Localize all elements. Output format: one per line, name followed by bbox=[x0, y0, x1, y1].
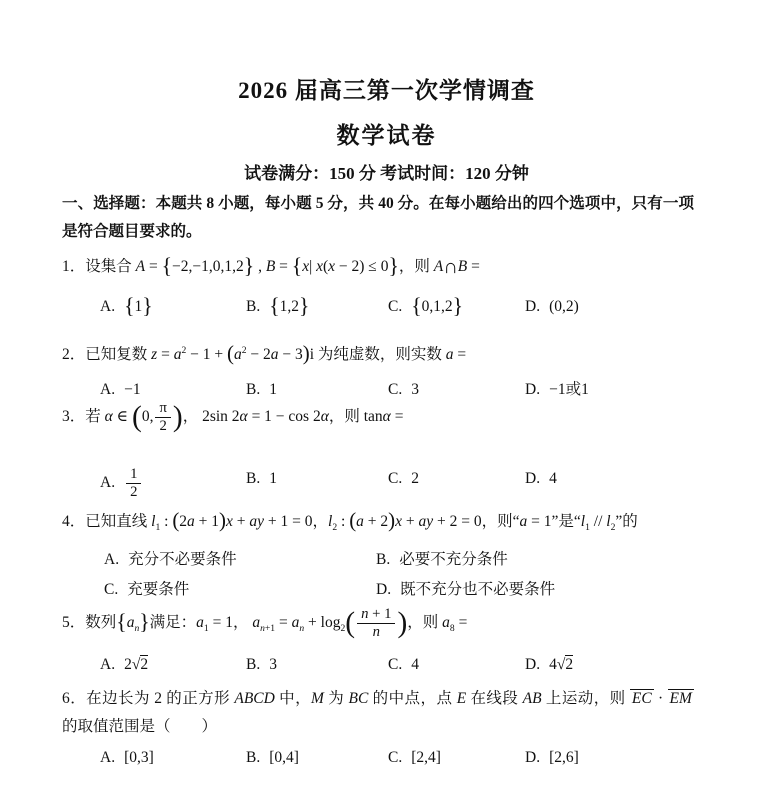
option-text: 3 bbox=[269, 656, 277, 673]
question-4-option-d bbox=[376, 577, 555, 603]
page-subtitle: 数学试卷 bbox=[336, 123, 437, 148]
option-text: [0,3] bbox=[124, 749, 154, 766]
question-3-option-c bbox=[388, 466, 419, 492]
question-4-option-c bbox=[104, 577, 189, 603]
section-instructions: 一、选择题：本题共 8 小题，每小题 5 分，共 40 分。在每小题给出的四个选项中，只有一项是符合题目要求的。 bbox=[62, 195, 694, 240]
question-1-option-a bbox=[100, 294, 153, 320]
question-6-option-d bbox=[525, 745, 579, 771]
option-label: C. bbox=[388, 381, 403, 398]
option-label: C. bbox=[388, 470, 403, 487]
option-label: B. bbox=[246, 381, 261, 398]
option-text: 充分不必要条件 bbox=[128, 551, 237, 568]
option-text: (0,2) bbox=[549, 298, 579, 315]
option-label: A. bbox=[100, 298, 116, 315]
question-2-stem: 2．已知复数 $z = a^2 - 1 + (a^2 - 2a - 3)i$ 为纯虚数，则实数 a = bbox=[62, 341, 467, 366]
question-5-option-c bbox=[388, 652, 419, 678]
question-1-option-b bbox=[246, 294, 309, 320]
question-5-stem: 5．数列$\{a_n\}$满足：$a_1 = 1$， $a_{n+1} = a_n + \log_2$( $\frac{n + 1}{n}$ )，则 $a_8$ = bbox=[62, 606, 468, 640]
question-4-option-b bbox=[376, 547, 508, 573]
option-text: 必要不充分条件 bbox=[399, 551, 508, 568]
option-label: A. bbox=[100, 656, 116, 673]
option-text: 充要条件 bbox=[127, 581, 190, 598]
option-label: D. bbox=[525, 470, 541, 487]
option-label: C. bbox=[388, 749, 403, 766]
option-label: A. bbox=[100, 749, 116, 766]
option-label: B. bbox=[246, 749, 261, 766]
option-label: A. bbox=[104, 551, 120, 568]
question-1-option-c bbox=[388, 294, 463, 320]
option-label: A. bbox=[100, 381, 116, 398]
exam-info-line: 试卷满分：150 分 考试时间：120 分钟 bbox=[244, 164, 529, 183]
option-label: C. bbox=[388, 298, 403, 315]
question-3-option-b bbox=[246, 466, 277, 492]
option-text: [0,4] bbox=[269, 749, 299, 766]
question-1-option-d bbox=[525, 294, 579, 320]
question-1-stem: 1．设集合 A = {−2,−1,0,1,2} , B = {x| x(x − 2) ≤ 0}，则 A∩B = bbox=[62, 254, 480, 278]
question-6-option-c bbox=[388, 745, 441, 771]
question-3-option-d bbox=[525, 466, 557, 492]
option-text: −1或1 bbox=[549, 381, 589, 398]
question-4-stem: 4．已知直线 $l_1$ : (2a + 1)x + ay + 1 = 0，$l_2$ : (a + 2)x + ay + 2 = 0，则“a = 1”是“$l_1 // l_2$”的 bbox=[62, 508, 638, 534]
option-label: B. bbox=[246, 470, 261, 487]
option-label: B. bbox=[376, 551, 391, 568]
question-6-stem: 6．在边长为 2 的正方形 ABCD 中，M 为 BC 的中点，点 E 在线段 AB 上运动，则 EC · EM 的取值范围是（ ） bbox=[62, 690, 692, 735]
option-label: D. bbox=[525, 656, 541, 673]
option-label: D. bbox=[525, 381, 541, 398]
option-label: C. bbox=[388, 656, 403, 673]
option-text: 3 bbox=[411, 381, 419, 398]
option-text: 1 bbox=[269, 381, 277, 398]
option-text: [2,6] bbox=[549, 749, 579, 766]
question-3-stem: 3．若 α ∈ (0, $\frac{\pi}{2}$ )， 2sin 2α = 1 − cos 2α，则 tanα = bbox=[62, 400, 404, 434]
option-text: 1 bbox=[269, 470, 277, 487]
option-label: B. bbox=[246, 298, 261, 315]
option-text: 2 bbox=[411, 470, 419, 487]
option-text: $\frac{1}{2}$ bbox=[124, 474, 143, 491]
option-text: {1,2} bbox=[269, 294, 310, 318]
option-text: 4 bbox=[411, 656, 419, 673]
option-text: [2,4] bbox=[411, 749, 441, 766]
option-text: {1} bbox=[124, 294, 153, 318]
question-5-option-a bbox=[100, 652, 148, 678]
option-label: D. bbox=[525, 749, 541, 766]
option-text: −1 bbox=[124, 381, 141, 398]
question-6-option-b bbox=[246, 745, 299, 771]
option-text: 2√2 bbox=[124, 656, 149, 673]
question-5-option-b bbox=[246, 652, 277, 678]
option-label: B. bbox=[246, 656, 261, 673]
question-4-option-a bbox=[104, 547, 237, 573]
option-text: 既不充分也不必要条件 bbox=[400, 581, 556, 598]
option-label: C. bbox=[104, 581, 119, 598]
option-label: D. bbox=[376, 581, 392, 598]
page-title: 2026 届高三第一次学情调查 bbox=[238, 78, 535, 103]
question-6-option-a bbox=[100, 745, 154, 771]
option-text: {0,1,2} bbox=[411, 294, 464, 318]
option-label: A. bbox=[100, 473, 116, 491]
question-5-option-d bbox=[525, 652, 573, 678]
question-3-option-a bbox=[100, 466, 143, 501]
option-text: 4 bbox=[549, 470, 557, 487]
option-label: D. bbox=[525, 298, 541, 315]
option-text: 4√2 bbox=[549, 656, 574, 673]
